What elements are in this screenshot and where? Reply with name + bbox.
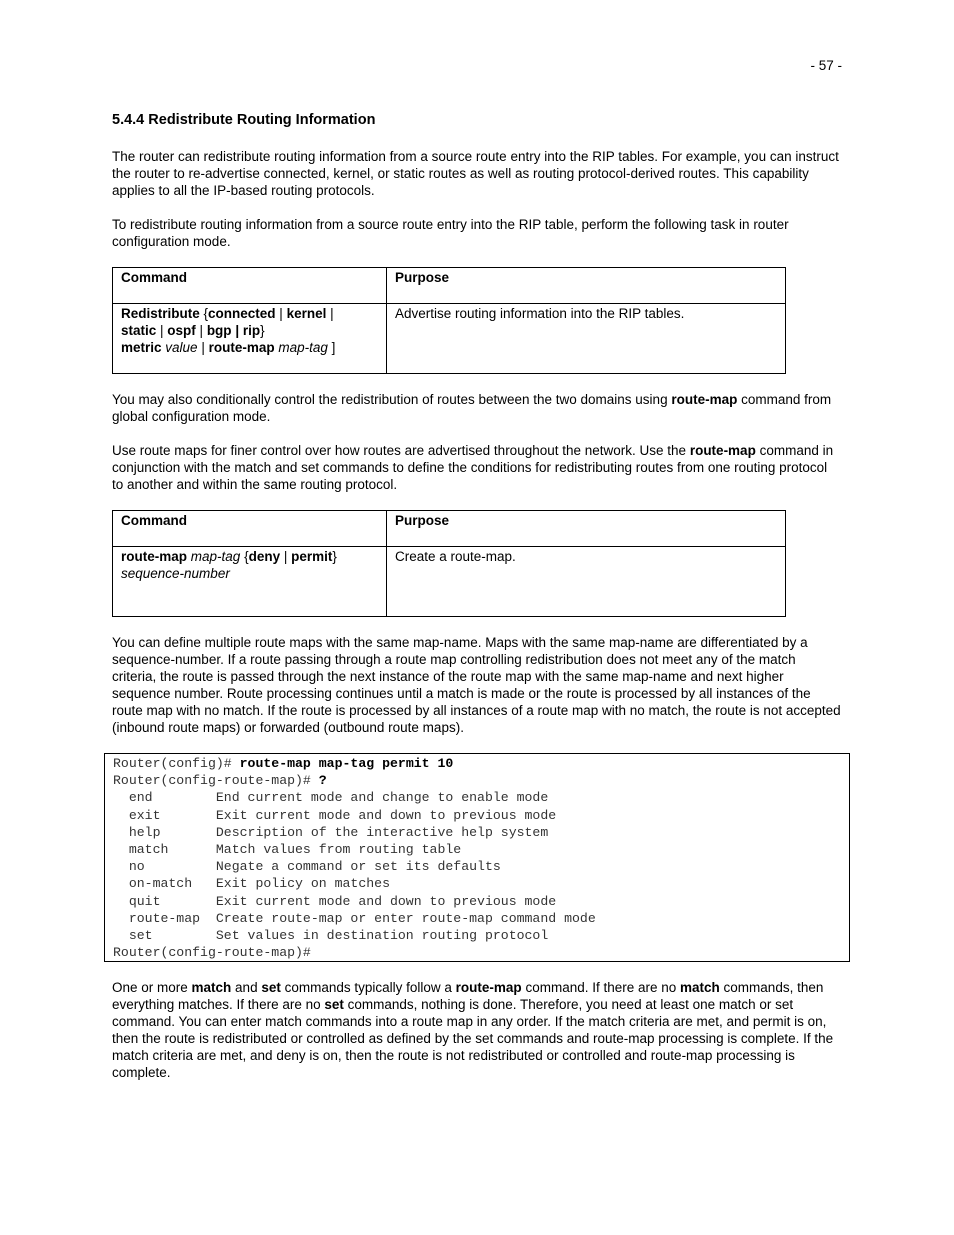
keyword: Redistribute xyxy=(121,306,200,321)
header-purpose: Purpose xyxy=(387,268,786,304)
paragraph-conditional xyxy=(112,391,842,425)
keyword: metric xyxy=(121,340,162,355)
cli-prompt: Router(config-route-map)# xyxy=(113,773,319,789)
page-content xyxy=(112,112,842,1098)
text: You may also conditionally control the redistribution of routes between the two domains using xyxy=(112,392,672,407)
header-purpose: Purpose xyxy=(387,511,786,547)
keyword: ospf xyxy=(167,323,196,338)
table-header-row xyxy=(113,511,786,547)
section-title: 5.4.4 Redistribute Routing Information xyxy=(112,112,376,128)
text: command in conjunction with the match and set commands to define the conditions for redistributing routes from one routing protocol to another and within the same routing protocol. xyxy=(112,443,834,492)
page-number: - 57 - xyxy=(810,58,842,73)
keyword: connected xyxy=(208,306,276,321)
purpose-cell: Create a route-map. xyxy=(387,547,786,617)
cli-line: exit Exit current mode and down to previous mode xyxy=(113,807,557,823)
syntax-text: | xyxy=(195,323,207,338)
syntax-text: | xyxy=(156,323,168,338)
bold-text: route-map xyxy=(671,392,738,407)
argument: sequence-number xyxy=(121,566,230,581)
paragraph-match-set xyxy=(112,979,842,1081)
syntax-text: | xyxy=(197,340,209,355)
cli-line: set Set values in destination routing protocol xyxy=(113,928,549,944)
table-row xyxy=(113,304,786,374)
keyword: bgp xyxy=(206,323,232,338)
argument: map-tag xyxy=(190,549,241,564)
header-command: Command xyxy=(113,268,387,304)
syntax-text: } xyxy=(332,549,337,564)
purpose-cell: Advertise routing information into the RIP tables. xyxy=(387,304,786,374)
keyword: route-map xyxy=(121,549,188,564)
cli-command: route-map map-tag permit 10 xyxy=(239,756,454,771)
cli-line: end End current mode and change to enable mode xyxy=(113,790,549,806)
paragraph-intro: The router can redistribute routing information from a source route entry into the RIP tables. For example, you can instruct the router to re-advertise connected, kernel, or static routes as well as routing protocol-derived routes. This capability applies to all the IP-based routing protocols. xyxy=(112,149,839,198)
keyword: deny xyxy=(248,549,281,564)
keyword: kernel xyxy=(286,306,327,321)
keyword: static xyxy=(121,323,157,338)
bold-text: route-map xyxy=(689,443,756,458)
cli-prompt: Router(config-route-map)# xyxy=(113,945,311,961)
cli-line: on-match Exit policy on matches xyxy=(113,876,390,892)
syntax-text: | xyxy=(231,323,243,338)
text: Use route maps for finer control over how routes are advertised throughout the network. Use the xyxy=(112,443,690,458)
cli-line: help Description of the interactive help system xyxy=(113,824,549,840)
cli-prompt: Router(config)# xyxy=(113,756,240,771)
text: command. If there are no xyxy=(521,980,681,996)
syntax-text: | xyxy=(275,306,287,321)
syntax-text: | xyxy=(280,549,292,564)
text: command from global configuration mode. xyxy=(112,392,832,424)
bold-text: set xyxy=(324,997,344,1013)
text: commands, then everything matches. If there are no xyxy=(112,980,824,1013)
cli-line: quit Exit current mode and down to previous mode xyxy=(113,893,557,909)
paragraph-sequence: You can define multiple route maps with the same map-name. Maps with the same map-name are differentiated by a sequence-number. If a route passing through a route map controlling redistribution does not meet any of the match criteria, the route is passed through the next instance of the route map with the same map-name and next higher sequence number. Route processing continues until a match is made or the route is processed by all instances of the route map with no match. If the route is processed by all instances of a route map with no match, the route is not accepted (inbound route maps) or forwarded (outbound route maps). xyxy=(112,635,841,735)
command-cell xyxy=(113,547,387,617)
syntax-text: | xyxy=(326,306,334,321)
bold-text: route-map xyxy=(455,980,522,996)
syntax-text: { xyxy=(240,549,249,564)
paragraph-route-maps xyxy=(112,442,842,493)
command-cell xyxy=(113,304,387,374)
redistribute-command-table xyxy=(112,267,786,374)
bold-text: match xyxy=(680,980,720,996)
keyword: rip xyxy=(242,323,261,338)
cli-line: no Negate a command or set its defaults xyxy=(113,859,501,875)
cli-line: match Match values from routing table xyxy=(113,842,462,858)
cli-command: ? xyxy=(318,773,327,789)
syntax-text: { xyxy=(199,306,209,321)
text: and xyxy=(231,980,262,996)
text: One or more xyxy=(112,980,192,996)
argument: map-tag xyxy=(278,340,328,355)
table-header-row xyxy=(113,268,786,304)
paragraph-task: To redistribute routing information from a source route entry into the RIP table, perform the following task in router configuration mode. xyxy=(112,217,789,249)
keyword: permit xyxy=(291,549,333,564)
keyword: route-map xyxy=(208,340,275,355)
header-command: Command xyxy=(113,511,387,547)
bold-text: set xyxy=(261,980,281,996)
table-row xyxy=(113,547,786,617)
bold-text: match xyxy=(191,980,232,996)
cli-line: route-map Create route-map or enter route-map command mode xyxy=(113,910,596,926)
text: commands typically follow a xyxy=(280,980,456,996)
syntax-text: } xyxy=(260,323,265,338)
route-map-command-table xyxy=(112,510,786,617)
argument: value xyxy=(165,340,198,355)
text: commands, nothing is done. Therefore, you need at least one match or set command. You can enter match commands into a route map in any order. If the match criteria are met, and permit is on, then the route is redistributed or controlled as defined by the set commands and route-map processing is complete. If the match criteria are met, and deny is on, then the route is not redistributed or controlled and route-map processing is complete. xyxy=(112,997,834,1081)
cli-example xyxy=(104,753,850,962)
syntax-text: ] xyxy=(327,340,336,355)
